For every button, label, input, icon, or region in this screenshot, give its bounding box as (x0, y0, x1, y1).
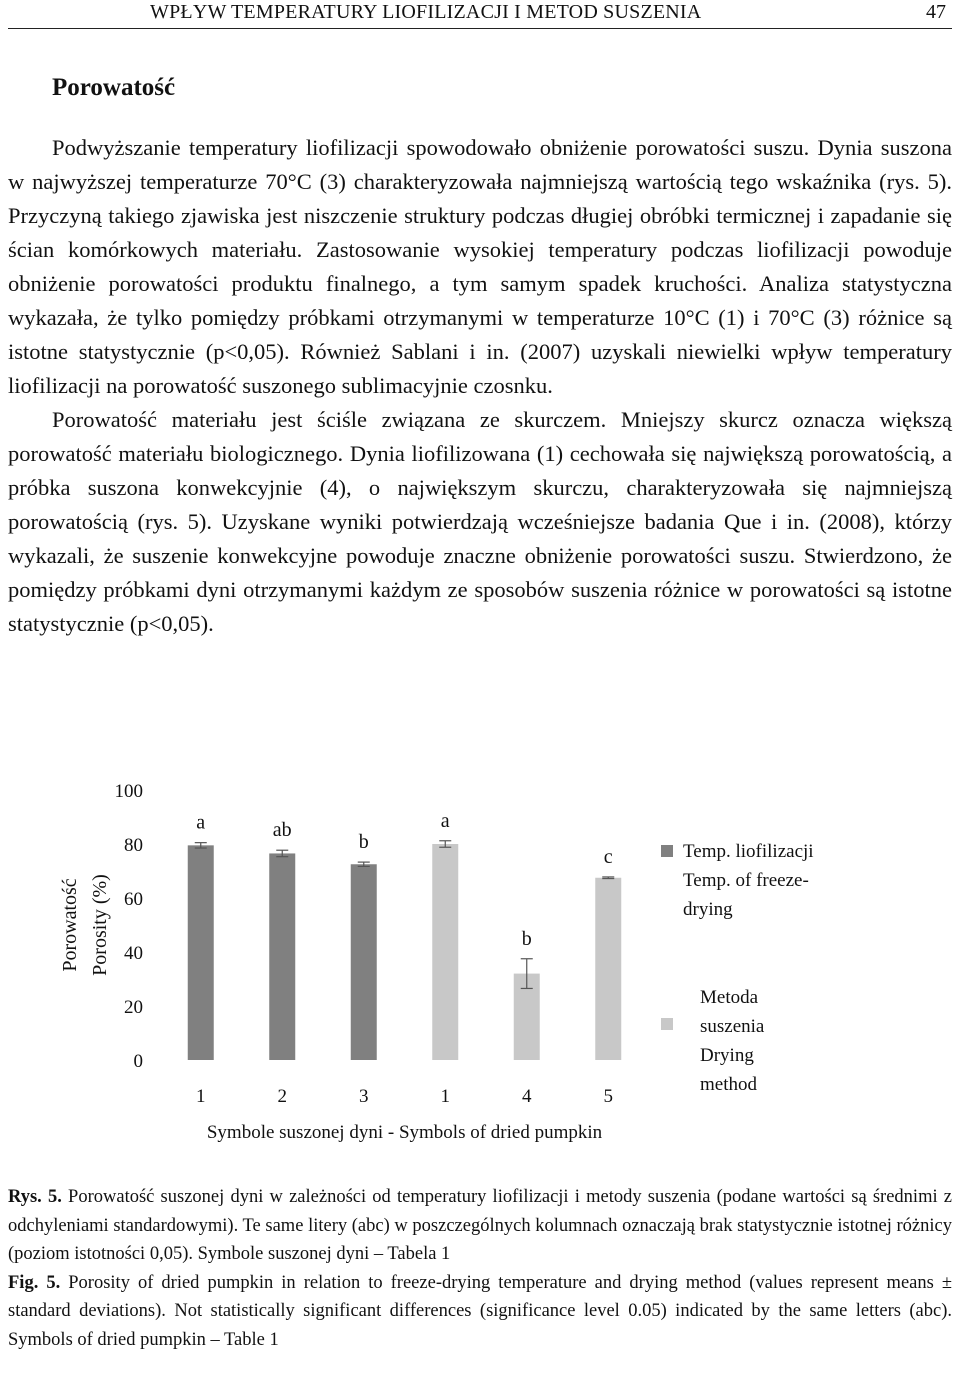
caption-pl-label: Rys. 5. (8, 1187, 62, 1207)
caption-en (8, 1269, 952, 1355)
y-axis-title-pl: Porowatość (59, 878, 81, 972)
y-tick-label: 20 (124, 997, 143, 1018)
legend-label: Drying (700, 1045, 754, 1066)
bar (269, 853, 295, 1060)
x-tick-label: 1 (196, 1086, 206, 1107)
x-tick-label: 2 (277, 1086, 287, 1107)
legend-swatch (661, 845, 673, 857)
running-title: WPŁYW TEMPERATURY LIOFILIZACJI I METOD SUSZENIA (150, 1, 702, 23)
significance-letter: a (440, 809, 450, 832)
caption-pl (8, 1183, 952, 1269)
x-axis-title: Symbole suszonej dyni - Symbols of dried pumpkin (206, 1122, 603, 1143)
legend-label: Temp. liofilizacji (683, 841, 814, 862)
legend-label: Temp. of freeze- (683, 870, 809, 891)
y-tick-label: 40 (124, 943, 143, 964)
page-number: 47 (926, 1, 946, 23)
significance-letter: b (358, 831, 369, 854)
y-tick-label: 60 (124, 889, 143, 910)
porosity-bar-chart (0, 770, 960, 1150)
x-tick-label: 4 (522, 1086, 532, 1107)
x-tick-label: 5 (603, 1086, 613, 1107)
y-tick-label: 0 (133, 1051, 143, 1072)
paragraph: Podwyższanie temperatury liofilizacji spowodowało obniżenie porowatości suszu. Dynia suszona w najwyższej temperaturze 70°C (3) charakteryzowała najmniejszą wartością tego wskaźnika (rys. 5). Przyczyną takiego zjawiska jest niszczenie struktury podczas długiej obróbki termicznej i zapadanie się ścian komórkowych materiału. Zastosowanie wysokiej temperatury podczas liofilizacji powoduje obniżenie porowatości produktu finalnego, a tym samym spadek kruchości. Analiza statystyczna wykazała, że tylko pomiędzy próbkami otrzymanymi w temperaturze 10°C (1) i 70°C (3) różnice są istotne statystycznie (p<0,05). Również Sablani i in. (2007) uzyskali niewielki wpływ temperatury liofilizacji na porowatość suszonego sublimacyjnie czosnku. (8, 135, 952, 398)
running-header (8, 0, 952, 29)
caption-pl-text: Porowatość suszonej dyni w zależności od temperatury liofilizacji i metody suszenia (podane wartości są średnimi z odchyleniami standardowymi). Te same litery (abc) w poszczególnych kolumnach oznaczają brak statystycznie istotnej różnicy (poziom istotności 0,05). Symbole suszonej dyni – Tabela 1 (8, 1187, 952, 1265)
significance-letter: ab (272, 819, 292, 842)
section-title: Porowatość (52, 74, 176, 101)
bar (595, 878, 621, 1060)
y-tick-label: 80 (124, 835, 143, 856)
significance-letter: c (603, 845, 613, 868)
x-tick-label: 3 (359, 1086, 369, 1107)
bar (188, 845, 214, 1060)
legend-label: drying (683, 899, 733, 920)
paragraph: Porowatość materiału jest ściśle związana ze skurczem. Mniejszy skurcz oznacza większą porowatość materiału biologicznego. Dynia liofilizowana (1) cechowała się największą porowatością, a próbka suszona konwekcyjnie (4), o największym skurczu, charakteryzowała się najmniejszą porowatością (rys. 5). Uzyskane wyniki potwierdzają wcześniejsze badania Que i in. (2008), którzy wykazali, że suszenie konwekcyjne powoduje znaczne obniżenie porowatości suszu. Stwierdzono, że pomiędzy próbkami dyni otrzymanymi każdym ze sposobów suszenia różnice w porowatości są istotne statystycznie (p<0,05). (8, 407, 952, 636)
x-tick-label: 1 (440, 1086, 450, 1107)
figure-caption (8, 1183, 952, 1355)
y-axis-title-en: Porosity (%) (89, 874, 111, 976)
bar (432, 844, 458, 1060)
body-text (8, 131, 952, 641)
legend-label: method (700, 1074, 757, 1095)
y-tick-label: 100 (114, 781, 143, 802)
caption-en-label: Fig. 5. (8, 1272, 61, 1293)
legend-label: suszenia (700, 1016, 765, 1037)
caption-en-text: Porosity of dried pumpkin in relation to freeze-drying temperature and drying method (values represent means ± standard deviations). Not statistically significant differences (significance level 0.05) indicated by the same letters (abc). Symbols of dried pumpkin – Table 1 (8, 1272, 952, 1350)
bar (351, 864, 377, 1060)
porosity-chart (0, 770, 960, 1150)
significance-letter: b (521, 927, 532, 950)
legend-swatch (661, 1018, 673, 1030)
legend-label: Metoda (700, 987, 759, 1008)
significance-letter: a (196, 811, 206, 834)
